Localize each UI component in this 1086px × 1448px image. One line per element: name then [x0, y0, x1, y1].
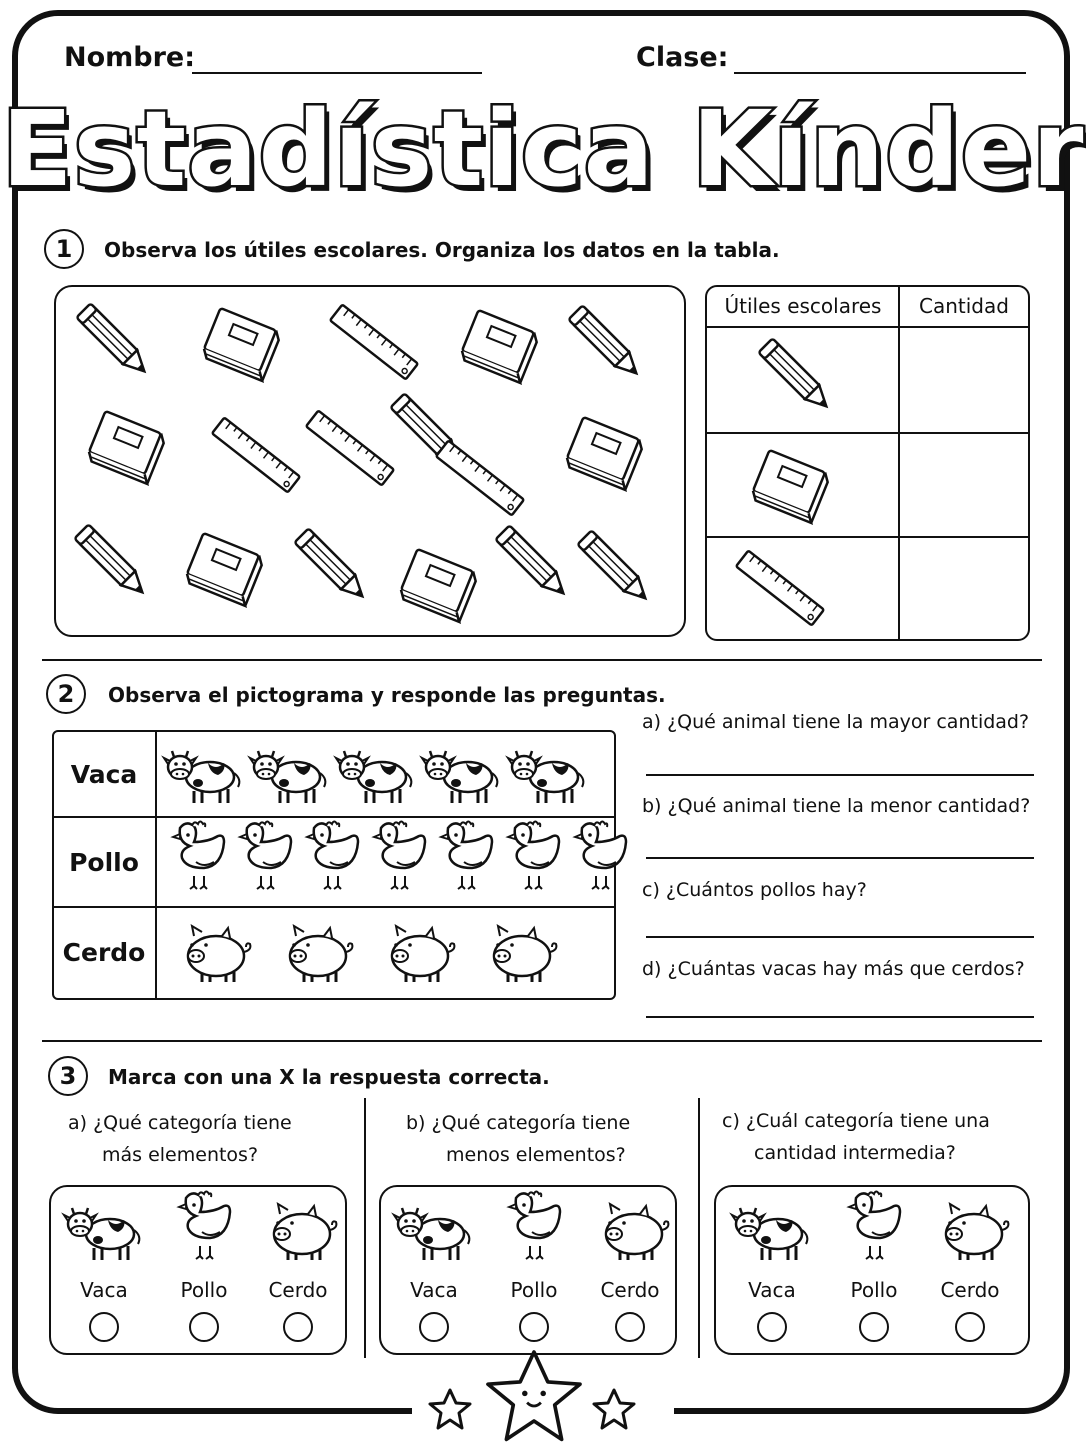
choice-question-c-line2: cantidad intermedia?: [754, 1142, 956, 1164]
choice-question-b-line1: b) ¿Qué categoría tiene: [406, 1112, 631, 1134]
section-3-instruction: Marca con una X la respuesta correcta.: [108, 1065, 550, 1089]
section-1-instruction: Observa los útiles escolares. Organiza los datos en la tabla.: [104, 238, 780, 262]
choice-label: Cerdo: [600, 1278, 660, 1302]
choice-label: Vaca: [748, 1278, 796, 1302]
pictogram-label-pig: Cerdo: [62, 938, 146, 967]
section-3-number: 3: [48, 1056, 88, 1096]
pictogram-label-chicken: Pollo: [69, 848, 139, 877]
question-d: d) ¿Cuántas vacas hay más que cerdos?: [642, 958, 1025, 980]
choice-question-a-line1: a) ¿Qué categoría tiene: [68, 1112, 292, 1134]
question-c: c) ¿Cuántos pollos hay?: [642, 879, 867, 901]
choice-question-a-line2: más elementos?: [102, 1144, 259, 1166]
choice-label: Vaca: [80, 1278, 128, 1302]
pictogram-label-cow: Vaca: [70, 760, 138, 789]
star-icon: [430, 1390, 470, 1428]
choice-label: Pollo: [180, 1278, 228, 1302]
page-title: Estadística Kínder: [1, 88, 1085, 210]
choice-label: Cerdo: [268, 1278, 328, 1302]
class-label: Clase:: [636, 42, 729, 73]
question-a: a) ¿Qué animal tiene la mayor cantidad?: [642, 711, 1030, 733]
table-header-quantity: Cantidad: [919, 294, 1009, 318]
choice-label: Cerdo: [940, 1278, 1000, 1302]
choice-question-b-line2: menos elementos?: [446, 1144, 626, 1166]
star-icon: [594, 1390, 634, 1428]
question-b: b) ¿Qué animal tiene la menor cantidad?: [642, 795, 1031, 817]
choice-question-c-line1: c) ¿Cuál categoría tiene una: [722, 1110, 990, 1132]
choice-label: Pollo: [850, 1278, 898, 1302]
smiling-star-icon: [488, 1352, 580, 1439]
section-2-number: 2: [46, 674, 86, 714]
name-label: Nombre:: [64, 42, 196, 73]
table-header-supplies: Útiles escolares: [724, 294, 882, 318]
choice-label: Vaca: [410, 1278, 458, 1302]
choice-label: Pollo: [510, 1278, 558, 1302]
section-1-number: 1: [44, 229, 84, 269]
section-2-instruction: Observa el pictograma y responde las preguntas.: [108, 683, 666, 707]
